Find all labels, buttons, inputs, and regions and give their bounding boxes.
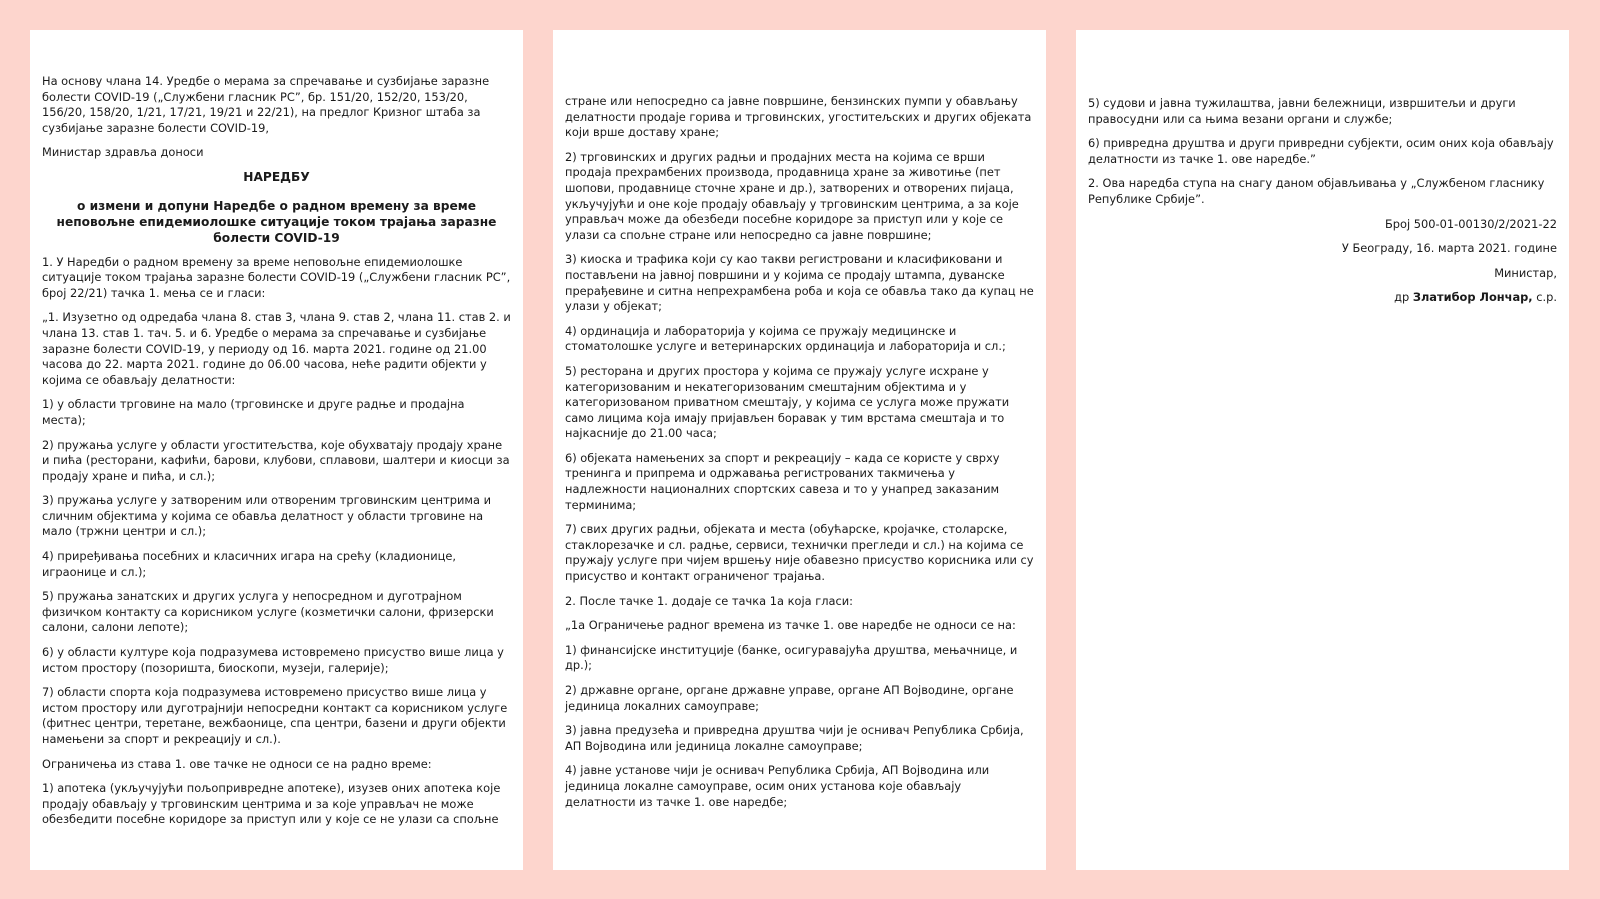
document-page-1 [30,30,523,870]
exception-item: 7) свих других радњи, објеката и места (обућарске, кројачке, столарске, стаклорезачке и сл. радње, сервиси, технички прегледи и сл.) на којима се пружају услуге при чијем вршењу није обавезно присуство корисника или су присуство и контакт ограниченог трајања. [565,522,1034,584]
limits-paragraph: Ограничења из става 1. ове тачке не односи се на радно време: [42,756,432,771]
signature [1088,290,1557,306]
place-date: У Београду, 16. марта 2021. године [1341,241,1557,256]
preamble: На основу члана 14. Уредбе о мерама за спречавање и сузбијање заразне болести COVID-19 („Службени гласник РС”, бр. 151/20, 152/20, 153/20, 156/20, 158/20, 1/21, 17/21, 19/21 и 22/21), на предлог Кризног штаба за сузбијање заразне болести COVID-19, [42,74,490,135]
signature-suffix: с.р. [1536,290,1557,305]
exception-item: 4) ординација и лабораторија у којима се пружају медицинске и стоматолошке услуге и ветеринарских ординација и лабораторија и сл.; [565,323,1006,354]
paragraph-2: 2. После тачке 1. додаје се тачка 1а која гласи: [565,593,853,608]
list-item: 1) у области трговине на мало (трговинске и друге радње и продајна места); [42,397,465,427]
list-item: 6) у области културе која подразумева истовремено присуство више лица у истом простору (позоришта, биоскопи, музеји, галерије); [42,645,504,675]
signature-name: Златибор Лончар, [1412,290,1533,305]
list-item: 3) јавна предузећа и привредна друштва чији је оснивач Република Србија, АП Војводина или јединица локалне самоуправе; [565,723,1024,753]
document-number: Број 500-01-00130/2/2021-22 [1384,216,1557,231]
exception-item: 6) објеката намењених за спорт и рекреацију – када се користе у сврху тренинга и припрема и одржавања регистрованих такмичења у надлежности националних спортских савеза и то у унапред заказаним терминима; [565,450,1000,512]
exception-item: 5) ресторана и других простора у којима се пружају услуге исхране у категоризованим и некатегоризованим смештајним објектима и у категоризованом приватном смештају, у којима се услуга може пружати само лицима која имају пријављен боравак у тим врстама смештаја и то најкасније до 21.00 часа; [565,363,1010,441]
list-item: 1) финансијске институције (банке, осигуравајућа друштва, мењачнице, и др.); [565,642,1018,673]
list-item: 4) јавне установе чији је оснивач Република Србија, АП Војводина или јединица локалне самоуправе, осим оних установа које обављају делатности из тачке 1. ове наредбе; [565,763,990,809]
document-title: НАРЕДБУ [243,169,310,184]
signature-prefix: др [1394,290,1410,305]
exception-item: 1) апотека (укључујући пољопривредне апотеке), изузев оних апотека које продају обављају у трговинским центрима и за које управљач не може обезбедити посебне коридоре за приступ или у које се не улази са спољне [42,781,501,827]
list-item: 7) области спорта која подразумева истовремено присуство више лица у истом простору или дуготрајнији непосредни контакт са корисником услуге (фитнес центри, теретане, вежбаонице, спа центри, базени и други објекти намењени за спорт и рекреацију и сл.). [42,685,508,746]
list-item: 2) пружања услуге у области угоститељства, које обухватају продају хране и пића (ресторани, кафићи, барови, клубови, сплавови, шалтери и киосци за продају хране и пића, и сл.); [42,437,510,483]
exception-item: 3) киоска и трафика који су као такви регистровани и класификовани и постављени на јавној површини и у којима се продају штампа, дуванске прерађевине и ситна непрехрамбена роба и која се обавља тако да купац не улази у објекат; [565,252,1034,314]
minister-line: Министар здравља доноси [42,145,204,160]
paragraph-1a: „1а Ограничење радног времена из тачке 1. ове наредбе не односи се на: [565,618,1016,633]
list-item: 5) судови и јавна тужилаштва, јавни бележници, извршитељи и други правосудни или са њима везани органи и службе; [1088,96,1516,126]
exception-item: 2) трговинских и других радњи и продајних места на којима се врши продаја прехрамбених производа, продавница хране за животиње (пет шопови, продавнице сточне хране и др.), затворених и отворених пијаца, укључујући и оне које продају обављају у трговинским центрима, а за које управљач може да обезбеди посебне коридоре за приступ или у које се улази са спољне стране или непосредно са јавне површине; [565,149,1019,242]
list-item: 6) привредна друштва и други привредни субјекти, осим оних која обављају делатности из тачке 1. ове наредбе.” [1088,136,1554,166]
document-page-3 [1076,30,1569,870]
list-item: 2) државне органе, органе државне управе, органе АП Војводине, органе јединица локалних самоуправе; [565,683,1014,713]
list-item: 3) пружања услуге у затвореним или отвореним трговинским центрима и сличним објектима у којима се обавља делатност у области трговине на мало (тржни центри и сл.); [42,493,491,539]
paragraph-1-amendment: „1. Изузетно од одредаба члана 8. став 3, члана 9. став 2, члана 11. став 2. и члана 13. став 1. тач. 5. и 6. Уредбе о мерама за спречавање и сузбијање заразне болести COVID-19, у периоду од 16. марта 2021. године од 21.00 часова до 22. марта 2021. године до 06.00 часова, неће радити објекти у којима се обављају делатности: [42,310,511,387]
document-page-2 [553,30,1046,870]
continued-text: стране или непосредно са јавне површине, бензинских пумпи у обављању делатности продаје горива и трговинских, угоститељских и других објеката који врше доставу хране; [565,94,1032,140]
document-subtitle: о измени и допуни Наредбе о радном времену за време неповољне епидемиолошке ситуације током трајања заразне болести COVID-19 [56,198,497,245]
signatory-role: Министар, [1494,265,1557,280]
paragraph-1: 1. У Наредби о радном времену за време неповољне епидемиолошке ситуације током трајања заразне болести COVID-19 („Службени гласник РС”, број 22/21) тачка 1. мења се и гласи: [42,254,511,300]
list-item: 4) приређивања посебних и класичних игара на срећу (кладионице, играонице и сл.); [42,549,456,579]
list-item: 5) пружања занатских и других услуга у непосредном и дуготрајном физичком контакту са корисником услуге (козметички салони, фризерски салони, салони лепоте); [42,589,494,635]
paragraph-3: 2. Ова наредба ступа на снагу даном објављивања у „Службеном гласнику Републике Србије”. [1088,176,1545,206]
